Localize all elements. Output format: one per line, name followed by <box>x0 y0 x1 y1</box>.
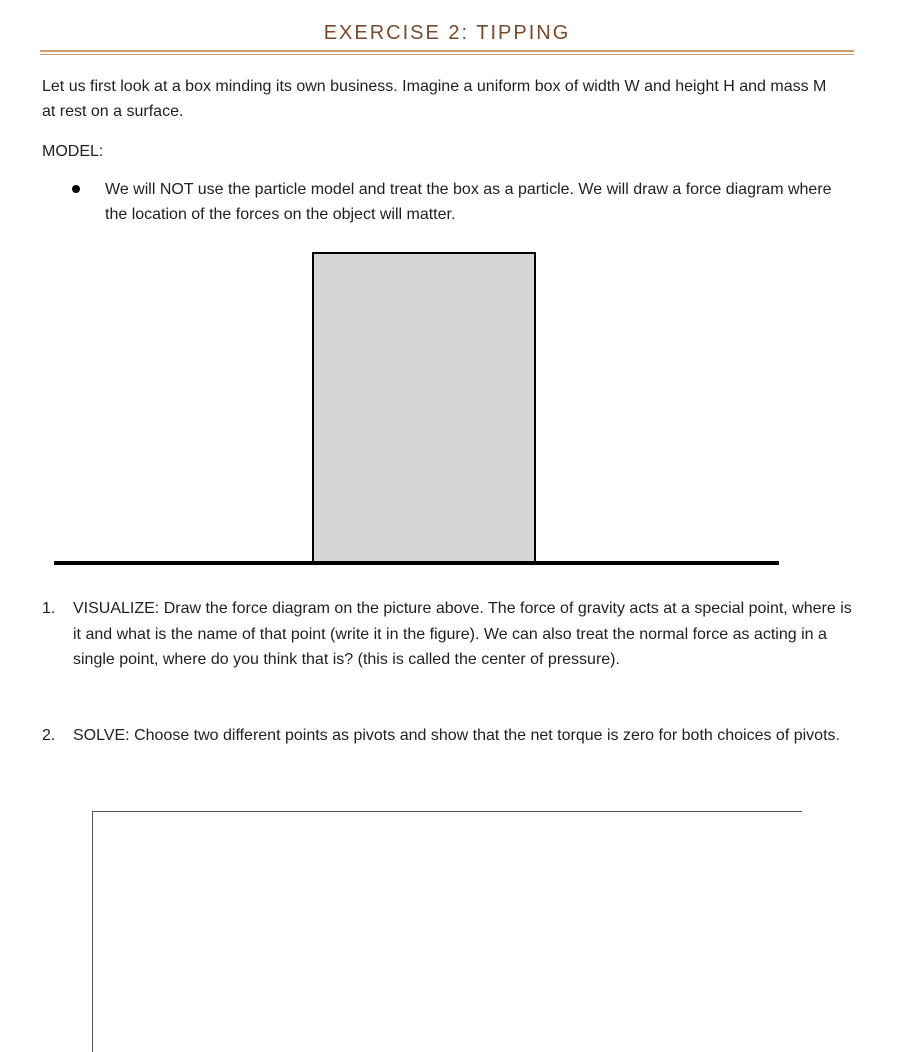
page-title: EXERCISE 2: TIPPING <box>323 22 571 44</box>
question-1-number: 1. <box>42 600 56 617</box>
title-underline-secondary <box>40 54 854 55</box>
question-1-text: VISUALIZE: Draw the force diagram on the picture above. The force of gravity acts at a special point, where is it and what is the name of that point (write it in the figure). We can also treat the normal force as acting in a single point, where do you think that is? (this is called the center of pressure). <box>73 600 852 668</box>
question-2-text: SOLVE: Choose two different points as pivots and show that the net torque is zero for both choices of pivots. <box>73 727 840 744</box>
title-underline <box>40 50 854 52</box>
box-figure <box>312 252 536 565</box>
question-2-number: 2. <box>42 727 56 744</box>
ground-surface-line <box>54 561 779 565</box>
answer-box[interactable] <box>92 811 802 1052</box>
intro-paragraph: Let us first look at a box minding its own business. Imagine a uniform box of width W and height H and mass M at rest on a surface. <box>42 78 827 120</box>
bullet-dot-icon <box>72 185 80 193</box>
model-label: MODEL: <box>42 143 104 160</box>
model-bullet-text: We will NOT use the particle model and treat the box as a particle. We will draw a force diagram where the location of the forces on the object will matter. <box>105 181 832 223</box>
